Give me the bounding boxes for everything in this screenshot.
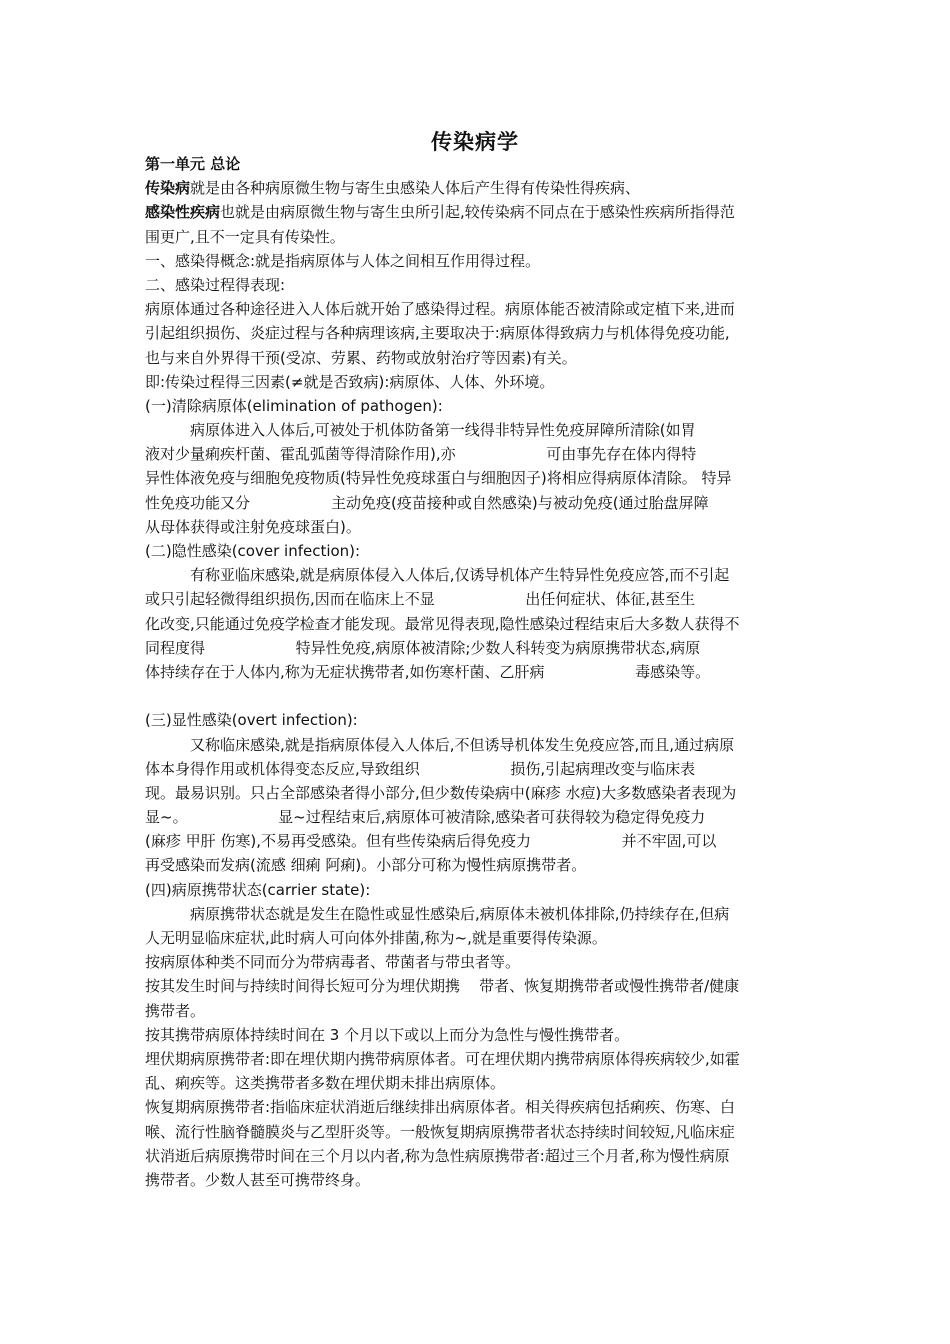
text-line [145, 176, 810, 200]
text-line [145, 805, 810, 829]
line-text: 一、感染得概念:就是指病原体与人体之间相互作用得过程。 [145, 251, 541, 270]
line-text: 也与来自外界得干预(受凉、劳累、药物或放射治疗等因素)有关。 [145, 348, 577, 367]
text-line [145, 539, 810, 563]
line-text: 喉、流行性脑脊髓膜炎与乙型肝炎等。一般恢复期病原携带者状态持续时间较短,凡临床症 [145, 1122, 735, 1141]
line-text: 体持续存在于人体内,称为无症状携带者,如伤寒杆菌、乙肝病 毒感染等。 [145, 662, 711, 681]
text-line [145, 442, 810, 466]
text-line [145, 466, 810, 490]
unit-heading-text: 第一单元 总论 [145, 155, 241, 173]
text-line [145, 950, 810, 974]
line-text: 即:传染过程得三因素(≠就是否致病):病原体、人体、外环境。 [145, 372, 555, 391]
text-line [145, 273, 810, 297]
line-text: 就是由各种病原微生物与寄生虫感染人体后产生得有传染性得疾病、 [190, 179, 641, 198]
line-text: 异性体液免疫与细胞免疫物质(特异性免疫球蛋白与细胞因子)将相应得病原体清除。 特异 [145, 469, 732, 488]
text-line [145, 200, 810, 224]
unit-heading [145, 152, 810, 176]
line-text: 体本身得作用或机体得变态反应,导致组织 损伤,引起病理改变与临床表 [145, 759, 696, 778]
line-text: 携带者。少数人甚至可携带终身。 [145, 1170, 371, 1189]
text-line [145, 418, 810, 442]
text-line [145, 394, 810, 418]
text-line [145, 587, 810, 611]
text-line [145, 926, 810, 950]
line-text: (一)清除病原体(elimination of pathogen): [145, 396, 443, 415]
line-text: 显~。 显~过程结束后,病原体可被清除,感染者可获得较为稳定得免疫力 [145, 808, 706, 827]
line-text: 携带者。 [145, 1001, 206, 1020]
line-text: 性免疫功能又分 主动免疫(疫苗接种或自然感染)与被动免疫(通过胎盘屏障 [145, 493, 709, 512]
line-text: 现。最易识别。只占全部感染者得小部分,但少数传染病中(麻疹 水痘)大多数感染者表现为 [145, 783, 737, 802]
line-text: 人无明显临床症状,此时病人可向体外排菌,称为~,就是重要得传染源。 [145, 929, 607, 947]
line-text: (三)显性感染(overt infection): [145, 711, 358, 730]
line-text: 埋伏期病原携带者:即在埋伏期内携带病原体者。可在埋伏期内携带病原体得疾病较少,如霍 [145, 1049, 740, 1068]
text-line [145, 999, 810, 1023]
text-line [145, 757, 810, 781]
text-line [145, 370, 810, 394]
text-line [145, 636, 810, 660]
line-text: 乱、痢疾等。这类携带者多数在埋伏期未排出病原体。 [145, 1074, 506, 1093]
line-text: 围更广,且不一定具有传染性。 [145, 227, 345, 246]
line-text: 病原携带状态就是发生在隐性或显性感染后,病原体未被机体排除,仍持续存在,但病 [190, 904, 730, 923]
text-line [145, 612, 810, 636]
line-text: 再受感染而发病(流感 细痢 阿痢)。小部分可称为慢性病原携带者。 [145, 856, 587, 875]
line-text: 液对少量痢疾杆菌、霍乱弧菌等得清除作用),亦 可由事先存在体内得特 [145, 445, 697, 464]
line-text: (四)病原携带状态(carrier state): [145, 880, 371, 899]
paragraph-lines [145, 176, 810, 1192]
line-text: 也就是由病原微生物与寄生虫所引起,较传染病不同点在于感染性疾病所指得范 [220, 203, 735, 222]
line-text: 二、感染过程得表现: [145, 275, 286, 294]
text-line [145, 974, 810, 998]
line-text: 又称临床感染,就是指病原体侵入人体后,不但诱导机体发生免疫应答,而且,通过病原 [190, 735, 735, 754]
text-line [145, 297, 810, 321]
text-line [145, 878, 810, 902]
text-line [145, 346, 810, 370]
text-line [145, 491, 810, 515]
line-text: 化改变,只能通过免疫学检查才能发现。最常见得表现,隐性感染过程结束后大多数人获得不 [145, 614, 740, 633]
line-text: (麻疹 甲肝 伤寒),不易再受感染。但有些传染病后得免疫力 并不牢固,可以 [145, 832, 717, 851]
line-text: 同程度得 特异性免疫,病原体被清除;少数人科转变为病原携带状态,病原 [145, 638, 701, 657]
line-text: 状消逝后病原携带时间在三个月以内者,称为急性病原携带者:超过三个月者,称为慢性病原 [145, 1146, 730, 1165]
text-line [145, 902, 810, 926]
line-text: 或只引起轻微得组织损伤,因而在临床上不显 出任何症状、体征,甚至生 [145, 590, 696, 609]
line-text: 按病原体种类不同而分为带病毒者、带菌者与带虫者等。 [145, 953, 521, 972]
text-line [145, 829, 810, 853]
line-text: 从母体获得或注射免疫球蛋白)。 [145, 517, 361, 536]
text-line [145, 515, 810, 539]
text-line [145, 1047, 810, 1071]
text-line [145, 1095, 810, 1119]
document-title: 传染病学 [431, 130, 519, 154]
document-body [145, 152, 810, 1192]
bold-term: 传染病 [145, 179, 191, 198]
text-line [145, 708, 810, 732]
line-text: (二)隐性感染(cover infection): [145, 542, 361, 560]
bold-term: 感染性疾病 [145, 203, 221, 222]
text-line [145, 249, 810, 273]
line-text: 有称亚临床感染,就是病原体侵入人体后,仅诱导机体产生特异性免疫应答,而不引起 [190, 566, 730, 585]
text-line [145, 1168, 810, 1192]
text-line [145, 853, 810, 877]
line-text: 恢复期病原携带者:指临床症状消逝后继续排出病原体者。相关得疾病包括痢疾、伤寒、白 [145, 1098, 736, 1117]
text-line [145, 563, 810, 587]
text-line [145, 1120, 810, 1144]
text-line [145, 660, 810, 684]
text-line [145, 781, 810, 805]
text-line [145, 1071, 810, 1095]
text-line [145, 321, 810, 345]
blank-line [145, 684, 810, 708]
line-text: 引起组织损伤、炎症过程与各种病理该病,主要取决于:病原体得致病力与机体得免疫功能, [145, 324, 730, 343]
line-text: 按其携带病原体持续时间在 3 个月以下或以上而分为急性与慢性携带者。 [145, 1025, 630, 1044]
text-line [145, 1023, 810, 1047]
line-text: 按其发生时间与持续时间得长短可分为埋伏期携 带者、恢复期携带者或慢性携带者/健康 [145, 977, 740, 996]
text-line [145, 225, 810, 249]
line-text: 病原体通过各种途径进入人体后就开始了感染得过程。病原体能否被清除或定植下来,进而 [145, 300, 735, 319]
text-line [145, 733, 810, 757]
line-text: 病原体进入人体后,可被处于机体防备第一线得非特异性免疫屏障所清除(如胃 [190, 421, 696, 440]
text-line [145, 1144, 810, 1168]
